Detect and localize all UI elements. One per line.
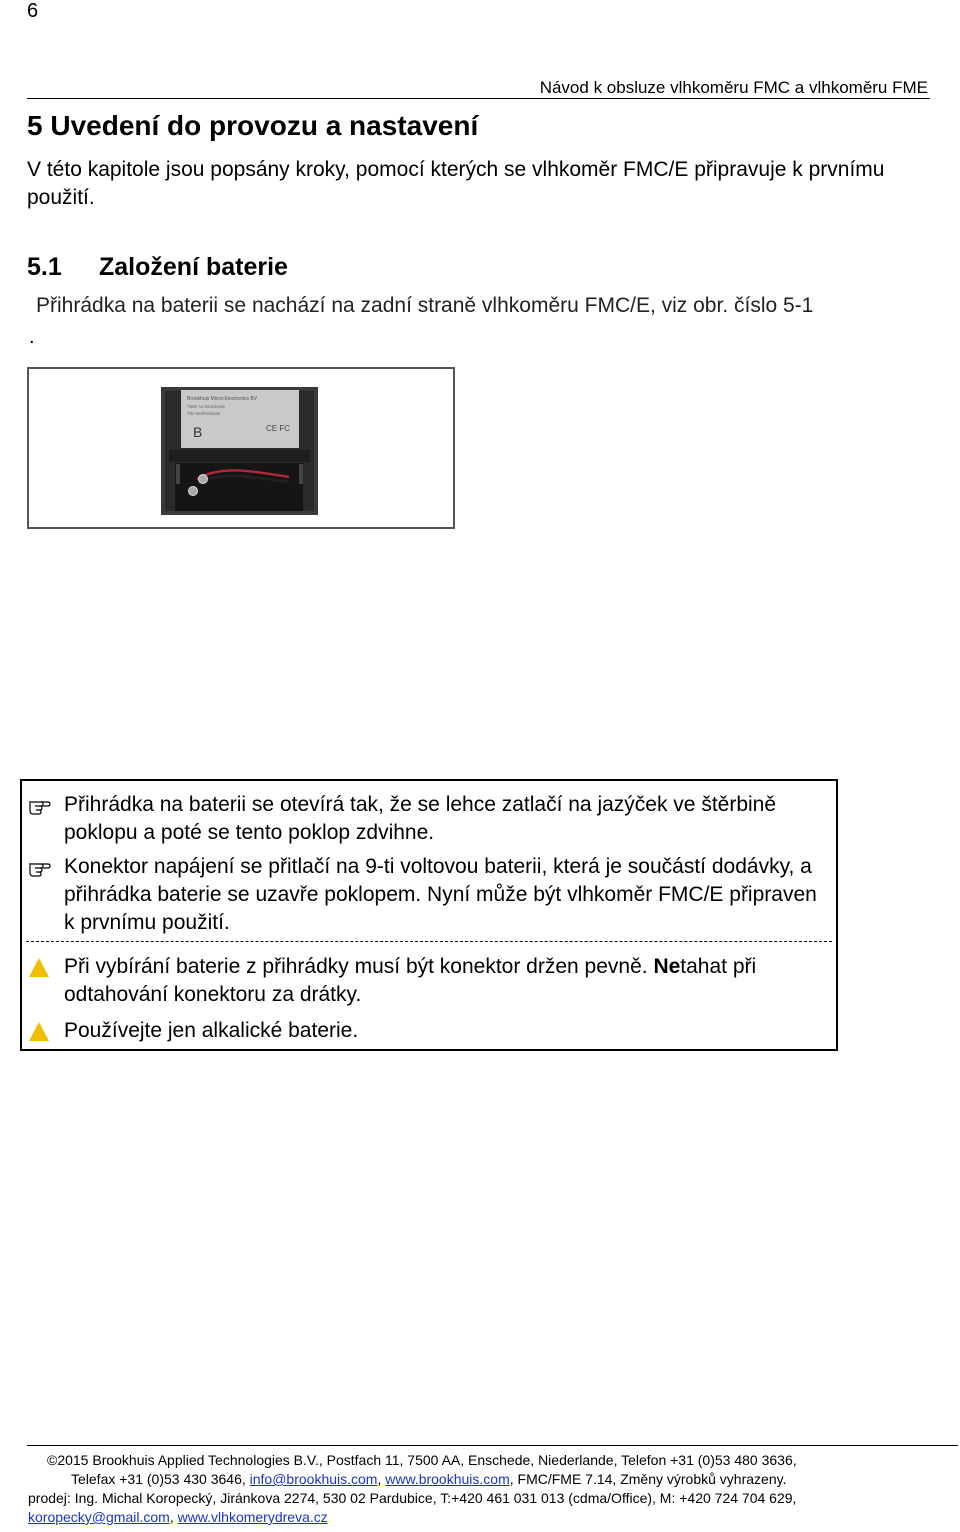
- footer-line-2: [0, 1471, 960, 1487]
- warning-triangle-icon: [27, 955, 51, 979]
- running-header: Návod k obsluze vlhkoměru FMC a vlhkoměru FME: [539, 78, 928, 97]
- note-text: Konektor napájení se přitlačí na 9-ti voltovou baterii, která je součástí dodávky, a přihrádka baterie se uzavře poklopem. Nyní může být vlhkoměr FMC/E připraven k prvnímu použití.: [64, 855, 817, 934]
- warning-text-start: Při vybírání baterie z přihrádky musí být konektor držen pevně.: [64, 955, 654, 978]
- footer-line-1: ©2015 Brookhuis Applied Technologies B.V., Postfach 11, 7500 AA, Enschede, Niederlande, Telefon +31 (0)53 480 3636,: [47, 1452, 797, 1468]
- website-link[interactable]: www.brookhuis.com: [385, 1471, 510, 1487]
- warning-text-bold: Ne: [653, 955, 681, 978]
- section-title: 5 Uvedení do provozu a nastavení: [27, 110, 479, 141]
- footer-separator: ,: [377, 1471, 386, 1487]
- trailing-dot: .: [29, 326, 35, 348]
- header-rule: [27, 98, 930, 99]
- pointing-hand-icon: [27, 855, 51, 879]
- battery-snap-left: [189, 487, 198, 496]
- warning-text: [64, 953, 824, 1009]
- label-line-3: The Netherlands: [187, 411, 221, 416]
- brookhuis-logo: B: [193, 424, 203, 440]
- battery-compartment-photo: [161, 387, 318, 515]
- notes-box: [20, 779, 838, 1051]
- footer-line-3: prodej: Ing. Michal Koropecký, Jiránkova 2274, 530 02 Pardubice, T:+420 461 031 013 (cdma/Office), M: +420 724 704 629,: [28, 1490, 797, 1506]
- email-link-2[interactable]: koropecky@gmail.com: [28, 1509, 170, 1525]
- footer-version: , FMC/FME 7.14, Změny výrobků vyhrazeny.: [509, 1471, 787, 1487]
- pointing-hand-icon: [27, 793, 51, 817]
- subsection-title: Založení baterie: [99, 253, 288, 281]
- ce-fcc-marks: CE FC: [266, 424, 290, 433]
- note-text: Přihrádka na baterii se otevírá tak, že se lehce zatlačí na jazýček ve štěrbině poklopu a poté se tento poklop zdvihne.: [64, 793, 777, 844]
- footer-rule: [27, 1445, 958, 1446]
- website-link-2[interactable]: www.vlhkomerydreva.cz: [177, 1509, 328, 1525]
- section-intro: V této kapitole jsou popsány kroky, pomocí kterých se vlhkoměr FMC/E připravuje k prvnímu použití.: [27, 158, 885, 209]
- page-number: 6: [27, 0, 39, 22]
- label-line-1: Brookhuis Micro-Electronics BV: [187, 396, 258, 402]
- footer-telefax: Telefax +31 (0)53 430 3646,: [71, 1471, 250, 1487]
- email-link[interactable]: info@brookhuis.com: [249, 1471, 378, 1487]
- warning-text: Používejte jen alkalické baterie.: [64, 1019, 359, 1042]
- battery-snap-right: [199, 475, 208, 484]
- warning-text-end: tahat při odtahování konektoru za drátky.: [64, 955, 757, 1006]
- footer-line-4: [0, 1509, 960, 1525]
- subsection-heading: [27, 253, 288, 282]
- footer-separator-2: ,: [169, 1509, 178, 1525]
- warning-triangle-icon: [27, 1019, 51, 1043]
- dashed-divider: [26, 941, 832, 942]
- subsection-number: 5.1: [27, 253, 62, 281]
- subsection-text: Přihrádka na baterii se nachází na zadní straně vlhkoměru FMC/E, viz obr. číslo 5-1: [36, 294, 814, 317]
- label-line-2: 7500 AA Enschede: [187, 404, 226, 409]
